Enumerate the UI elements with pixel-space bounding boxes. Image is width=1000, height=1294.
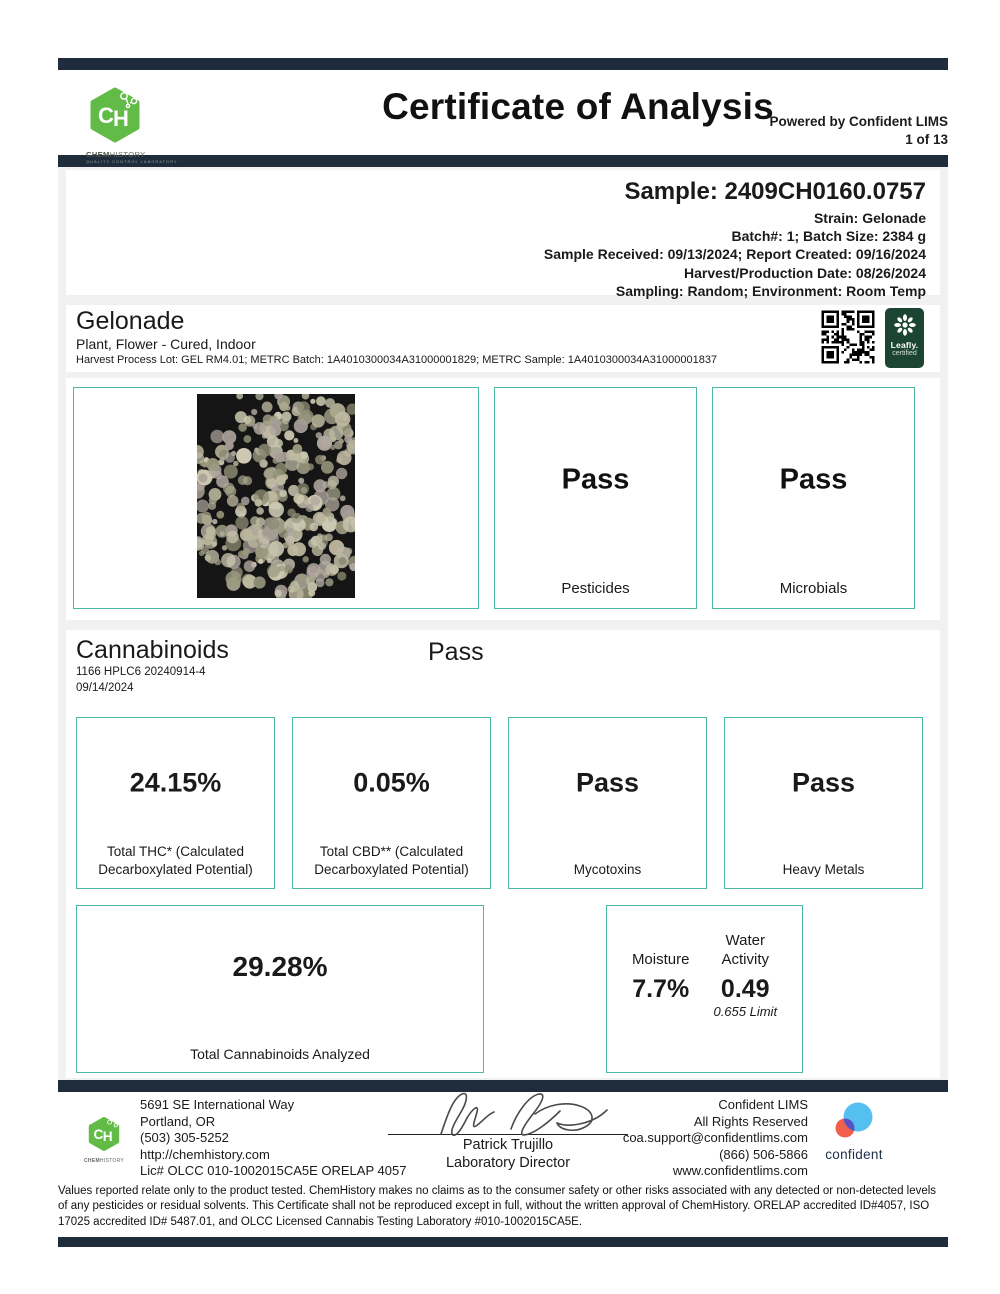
sample-info-card bbox=[66, 170, 940, 299]
water-activity-limit: 0.655 Limit bbox=[713, 1003, 778, 1019]
divider-bar-top bbox=[58, 58, 948, 70]
moisture-block bbox=[632, 932, 690, 1072]
confident-circles-icon bbox=[831, 1100, 877, 1144]
total-cbd-panel bbox=[292, 717, 491, 889]
water-activity-label: Water Activity bbox=[721, 932, 770, 968]
total-thc-value: 24.15% bbox=[129, 767, 222, 798]
header bbox=[58, 70, 948, 164]
sample-environment: Sampling: Random; Environment: Room Temp bbox=[615, 282, 926, 299]
total-thc-label: Total THC* (Calculated Decarboxylated Potential) bbox=[98, 844, 253, 878]
lab-address-line1: 5691 SE International Way bbox=[140, 1097, 295, 1112]
svg-text:H: H bbox=[102, 1128, 113, 1144]
footer bbox=[58, 1092, 948, 1182]
lab-address-line2: Portland, OR bbox=[140, 1113, 216, 1129]
total-cbd-label: Total CBD** (Calculated Decarboxylated Potential) bbox=[314, 844, 469, 878]
footer-chemhistory-logo bbox=[84, 1116, 124, 1164]
lims-company: Confident LIMS bbox=[718, 1097, 808, 1112]
summary-panels-card bbox=[66, 378, 940, 620]
lims-website: www.confidentlims.com bbox=[672, 1163, 808, 1178]
signatory-title: Laboratory Director bbox=[445, 1155, 571, 1171]
pesticides-result: Pass bbox=[561, 463, 630, 496]
lims-rights: All Rights Reserved bbox=[693, 1113, 808, 1129]
cannabinoids-card bbox=[66, 630, 940, 1078]
sample-batch: Batch#: 1; Batch Size: 2384 g bbox=[731, 228, 926, 245]
signature-line bbox=[388, 1134, 628, 1135]
results-grid bbox=[76, 717, 930, 889]
moisture-value: 7.7% bbox=[632, 974, 690, 1003]
brand-tagline: QUALITY CONTROL LABORATORY bbox=[86, 159, 178, 164]
lims-email: coa.support@confidentlims.com bbox=[622, 1130, 808, 1145]
sample-harvest-date: Harvest/Production Date: 08/26/2024 bbox=[684, 264, 926, 281]
total-cannabinoids-value: 29.28% bbox=[232, 951, 328, 983]
moisture-water-panel bbox=[606, 905, 803, 1073]
signature-block bbox=[358, 1092, 658, 1171]
lab-phone: (503) 305-5252 bbox=[140, 1130, 229, 1145]
brand-name: CHEMHISTORY bbox=[84, 1158, 125, 1164]
top-margin bbox=[0, 0, 1000, 58]
pesticides-label: Pesticides bbox=[561, 580, 630, 597]
lims-phone: (866) 506-5866 bbox=[719, 1146, 808, 1162]
page-indicator: 1 of 13 bbox=[905, 131, 948, 147]
cannabinoids-date: 09/14/2024 bbox=[76, 681, 134, 694]
water-activity-block bbox=[713, 932, 777, 1072]
cannabinoids-method: 1166 HPLC6 20240914-4 bbox=[76, 666, 206, 678]
product-photo-box bbox=[73, 387, 479, 609]
divider-bar-bottom bbox=[58, 1237, 948, 1247]
confident-wordmark: confident bbox=[825, 1147, 883, 1162]
cannabinoids-result: Pass bbox=[428, 638, 484, 666]
cannabinoids-title: Cannabinoids bbox=[76, 636, 229, 664]
water-activity-value: 0.49 bbox=[720, 974, 770, 1003]
sample-dates: Sample Received: 09/13/2024; Report Created: 09/16/2024 bbox=[543, 246, 926, 263]
heavy-metals-panel bbox=[724, 717, 923, 889]
signature-icon bbox=[383, 1088, 633, 1140]
chemhistory-hexagon-icon bbox=[86, 86, 144, 144]
lab-website: http://chemhistory.com bbox=[140, 1146, 270, 1162]
microbials-result: Pass bbox=[779, 463, 848, 496]
total-cannabinoids-panel bbox=[76, 905, 484, 1073]
svg-text:C: C bbox=[98, 103, 114, 128]
total-cannabinoids-label: Total Cannabinoids Analyzed bbox=[190, 1045, 370, 1062]
product-photo bbox=[197, 394, 355, 603]
microbials-label: Microbials bbox=[779, 580, 848, 597]
chemhistory-logo bbox=[58, 70, 208, 164]
main-body bbox=[58, 167, 948, 1080]
product-card bbox=[66, 305, 940, 372]
moisture-label: Moisture bbox=[631, 951, 690, 969]
disclaimer-text: Values reported relate only to the product tested. ChemHistory makes no claims as to the consumer safety or other risks associated with any detected or non-detected levels of any pesticides or residual solvents. This Certificate shall not be reproduced except in full, without the written approval of ChemHistory. ORELAP accredited ID#4057, ISO 17025 accredited ID# 5487.01, and OLCC Licensed Cannabis Testing Laboratory #010-1002015CA5E. bbox=[58, 1185, 937, 1228]
leafly-star-icon bbox=[893, 313, 917, 337]
heavy-metals-result: Pass bbox=[791, 767, 856, 798]
microbials-panel bbox=[712, 387, 915, 609]
totals-row bbox=[76, 905, 930, 1073]
signatory-name: Patrick Trujillo bbox=[462, 1137, 554, 1153]
total-thc-panel bbox=[76, 717, 275, 889]
leafly-certified-badge bbox=[885, 308, 924, 368]
heavy-metals-label: Heavy Metals bbox=[782, 862, 865, 878]
brand-name: CHEMHISTORY bbox=[86, 150, 146, 159]
leafly-certified-label: certified bbox=[892, 350, 917, 357]
lab-license: Lic# OLCC 010-1002015CA5E ORELAP 4057 bbox=[140, 1163, 407, 1178]
sample-strain: Strain: Gelonade bbox=[813, 210, 926, 226]
total-cbd-value: 0.05% bbox=[353, 767, 430, 798]
svg-text:C: C bbox=[93, 1126, 104, 1142]
sample-id: Sample: 2409CH0160.0757 bbox=[624, 178, 926, 205]
mycotoxins-label: Mycotoxins bbox=[573, 862, 642, 878]
svg-text:H: H bbox=[113, 106, 129, 131]
lims-contact-block bbox=[623, 1097, 808, 1180]
powered-by: Powered by Confident LIMS bbox=[769, 113, 948, 129]
document-title: Certificate of Analysis bbox=[382, 86, 774, 127]
confident-logo bbox=[824, 1100, 884, 1162]
powered-by-block bbox=[769, 113, 948, 149]
qr-code bbox=[820, 309, 876, 365]
leafly-name: Leafly. bbox=[890, 340, 919, 350]
mycotoxins-panel bbox=[508, 717, 707, 889]
pesticides-panel bbox=[494, 387, 697, 609]
product-type: Plant, Flower - Cured, Indoor bbox=[76, 335, 256, 352]
product-metrc: Harvest Process Lot: GEL RM4.01; METRC Batch: 1A4010300034A31000001829; METRC Sample: 1A4010300034A31000001837 bbox=[76, 354, 718, 367]
product-name: Gelonade bbox=[76, 307, 185, 335]
chemhistory-hexagon-icon bbox=[86, 1116, 122, 1152]
mycotoxins-result: Pass bbox=[575, 767, 640, 798]
